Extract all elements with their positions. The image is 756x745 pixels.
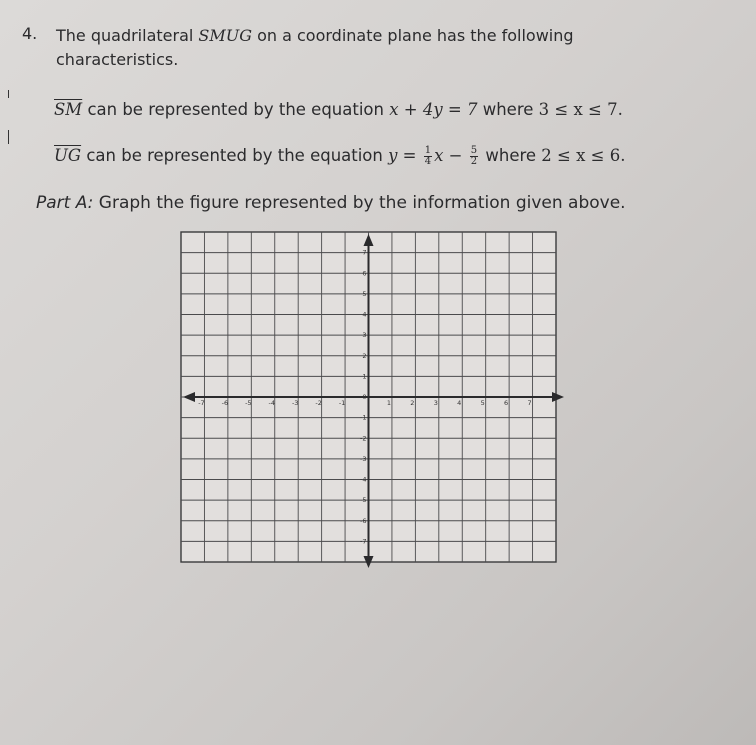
ug-eq-lhs: y = [388, 146, 422, 165]
intro-after: on a coordinate plane has the following characteristics. [56, 26, 574, 69]
x-tick-label: 7 [527, 399, 532, 407]
segment-ug: $\overline{UG}$ [54, 146, 82, 165]
y-tick-label: -6 [360, 516, 367, 525]
x-tick-label: -7 [198, 399, 205, 407]
segment-sm: $\overline{SM}$ [54, 100, 83, 119]
x-tick-label: 3 [433, 399, 438, 407]
x-tick-label: -6 [221, 399, 229, 407]
y-tick-label: -7 [360, 537, 367, 546]
part-a-text: Graph the figure represented by the information given above. [93, 193, 626, 213]
x-tick-label: 2 [410, 399, 415, 407]
y-tick-label: -2 [360, 434, 367, 443]
origin-label: 0 [362, 393, 367, 401]
quadrilateral-name: SMUG [198, 26, 253, 45]
x-tick-label: -4 [268, 399, 275, 407]
sm-domain: 3 ≤ x ≤ 7. [538, 100, 623, 119]
x-tick-label: 5 [480, 399, 485, 407]
intro-before: The quadrilateral [56, 26, 199, 45]
y-tick-label: 6 [362, 269, 367, 278]
sm-where: where [477, 100, 539, 119]
y-tick-label: 1 [362, 372, 367, 381]
y-tick-label: 3 [362, 331, 367, 340]
frac2-numerator: 5 [470, 145, 478, 156]
y-tick-label: -3 [360, 454, 367, 463]
y-tick-label: 5 [362, 289, 367, 298]
x-tick-label: 1 [386, 399, 392, 407]
question-number: 4. [22, 24, 38, 43]
y-tick-label: 7 [362, 248, 367, 257]
frac1-denominator: 4 [424, 156, 432, 167]
x-tick-label: 4 [457, 399, 462, 407]
y-tick-label: 4 [362, 310, 367, 319]
sm-equation: x + 4y = 7 [389, 100, 478, 119]
frac1-numerator: 1 [424, 145, 432, 156]
x-tick-label: -5 [245, 399, 252, 407]
x-tick-label: -1 [338, 399, 346, 407]
ug-eq-mid: x − [434, 146, 468, 165]
x-tick-label: 6 [504, 399, 509, 407]
y-tick-label: -5 [360, 496, 367, 505]
x-axis-arrow-right [552, 392, 564, 402]
y-tick-label: 2 [362, 351, 367, 360]
ug-domain: 2 ≤ x ≤ 6. [541, 146, 626, 165]
frac2-denominator: 2 [470, 156, 478, 167]
sm-text: can be represented by the equation [82, 100, 390, 119]
x-tick-label: -3 [291, 399, 299, 407]
x-tick-label: -2 [315, 399, 322, 407]
y-tick-label: -4 [360, 475, 367, 484]
ug-text: can be represented by the equation [81, 146, 389, 165]
ug-where: where [480, 146, 542, 165]
y-tick-label: -1 [360, 413, 367, 422]
part-a-label: Part A: [36, 193, 94, 213]
